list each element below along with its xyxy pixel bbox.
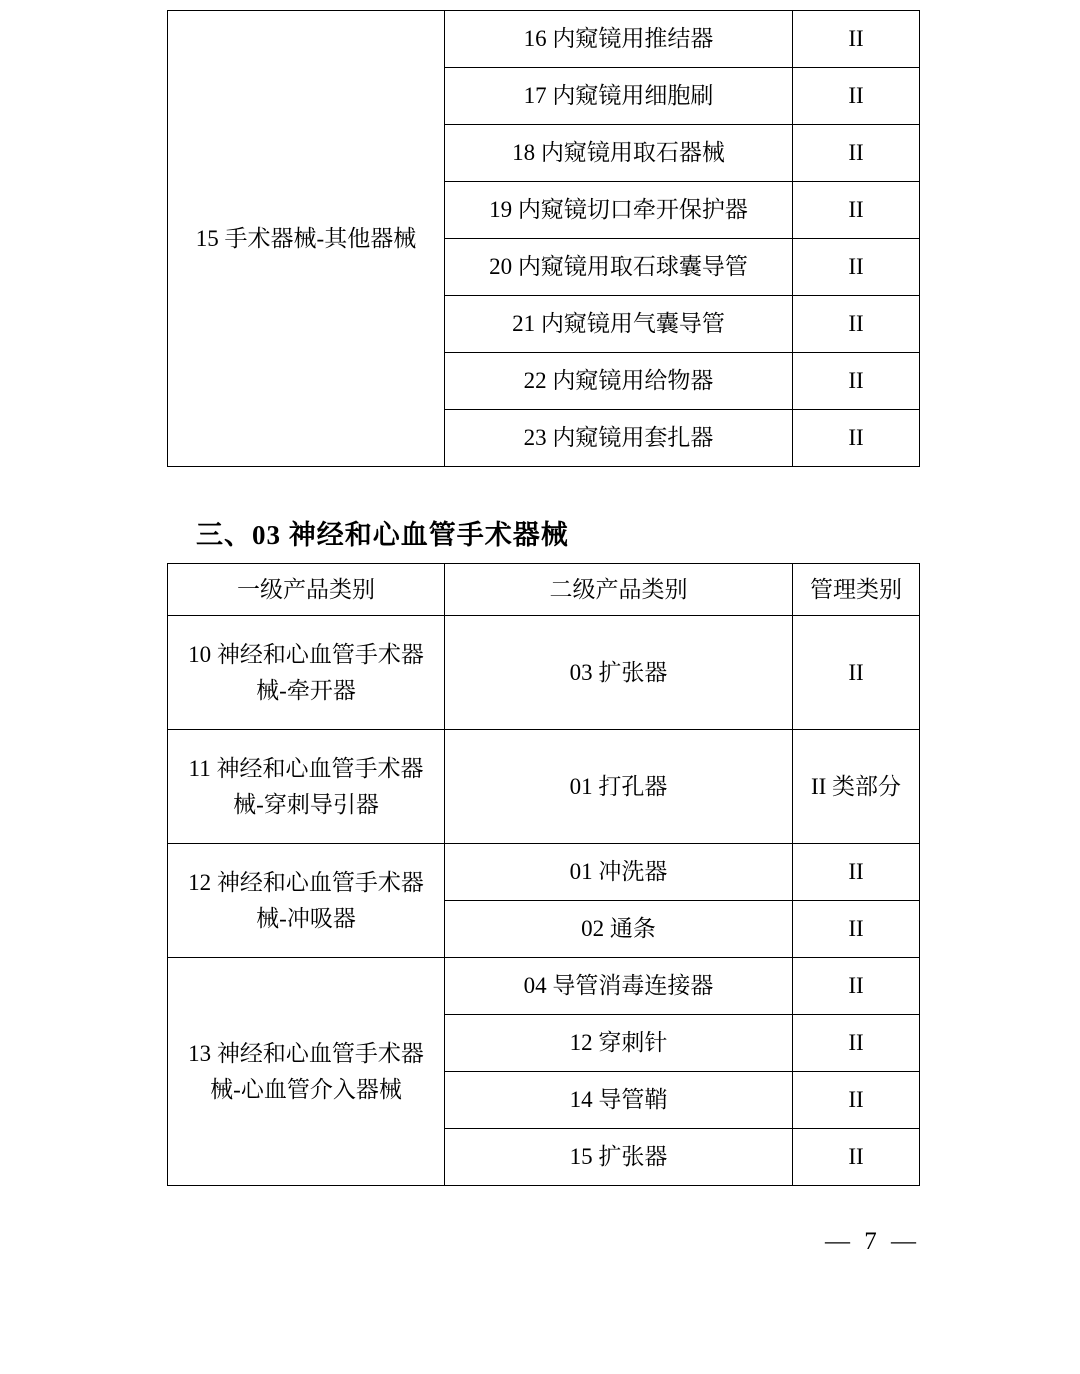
cell-management-class: II <box>793 1129 920 1186</box>
cell-primary-category <box>168 958 445 1186</box>
cell-primary-category <box>168 616 445 730</box>
cell-primary-category-line2: 械-冲吸器 <box>256 905 356 931</box>
cell-secondary-category: 12 穿刺针 <box>445 1015 793 1072</box>
cell-secondary-category: 03 扩张器 <box>445 616 793 730</box>
table-neuro-cardiovascular-instruments <box>167 563 920 1186</box>
cell-primary-category-line1: 11 神经和心血管手术器 <box>188 755 424 781</box>
cell-management-class: II <box>793 296 920 353</box>
table-surgical-other-instruments <box>167 10 920 467</box>
table-row <box>168 958 920 1015</box>
cell-primary-category-line1: 13 神经和心血管手术器 <box>188 1040 424 1066</box>
cell-primary-category-line2: 械-牵开器 <box>256 677 356 703</box>
cell-secondary-category: 01 打孔器 <box>445 730 793 844</box>
cell-secondary-category: 02 通条 <box>445 901 793 958</box>
column-header-primary-category: 一级产品类别 <box>168 564 445 616</box>
cell-management-class: II <box>793 68 920 125</box>
cell-primary-category-line2: 械-穿刺导引器 <box>233 791 379 817</box>
section-heading: 三、03 神经和心血管手术器械 <box>196 520 569 550</box>
cell-secondary-category: 17 内窥镜用细胞刷 <box>445 68 793 125</box>
cell-secondary-category: 14 导管鞘 <box>445 1072 793 1129</box>
cell-primary-category: 15 手术器械-其他器械 <box>168 11 445 467</box>
cell-management-class: II <box>793 901 920 958</box>
cell-secondary-category: 21 内窥镜用气囊导管 <box>445 296 793 353</box>
cell-management-class: II <box>793 410 920 467</box>
table-header-row <box>168 564 920 616</box>
table-row <box>168 844 920 901</box>
cell-management-class: II <box>793 125 920 182</box>
cell-primary-category-line1: 12 神经和心血管手术器 <box>188 869 424 895</box>
cell-secondary-category: 20 内窥镜用取石球囊导管 <box>445 239 793 296</box>
cell-primary-category <box>168 844 445 958</box>
table-row <box>168 11 920 68</box>
cell-secondary-category: 01 冲洗器 <box>445 844 793 901</box>
cell-secondary-category: 18 内窥镜用取石器械 <box>445 125 793 182</box>
page-number: — 7 — <box>825 1228 920 1255</box>
cell-primary-category-line1: 10 神经和心血管手术器 <box>188 641 424 667</box>
column-header-management-class: 管理类别 <box>793 564 920 616</box>
cell-secondary-category: 22 内窥镜用给物器 <box>445 353 793 410</box>
table-row <box>168 616 920 730</box>
cell-management-class: II <box>793 844 920 901</box>
cell-secondary-category: 23 内窥镜用套扎器 <box>445 410 793 467</box>
cell-primary-category-line2: 械-心血管介入器械 <box>210 1076 402 1102</box>
cell-management-class: II <box>793 11 920 68</box>
cell-management-class: II <box>793 353 920 410</box>
table-row <box>168 730 920 844</box>
cell-management-class: II 类部分 <box>793 730 920 844</box>
cell-management-class: II <box>793 239 920 296</box>
cell-management-class: II <box>793 616 920 730</box>
cell-secondary-category: 16 内窥镜用推结器 <box>445 11 793 68</box>
cell-management-class: II <box>793 1072 920 1129</box>
cell-secondary-category: 04 导管消毒连接器 <box>445 958 793 1015</box>
cell-secondary-category: 15 扩张器 <box>445 1129 793 1186</box>
column-header-secondary-category: 二级产品类别 <box>445 564 793 616</box>
cell-management-class: II <box>793 182 920 239</box>
cell-secondary-category: 19 内窥镜切口牵开保护器 <box>445 182 793 239</box>
cell-management-class: II <box>793 1015 920 1072</box>
cell-primary-category <box>168 730 445 844</box>
cell-management-class: II <box>793 958 920 1015</box>
